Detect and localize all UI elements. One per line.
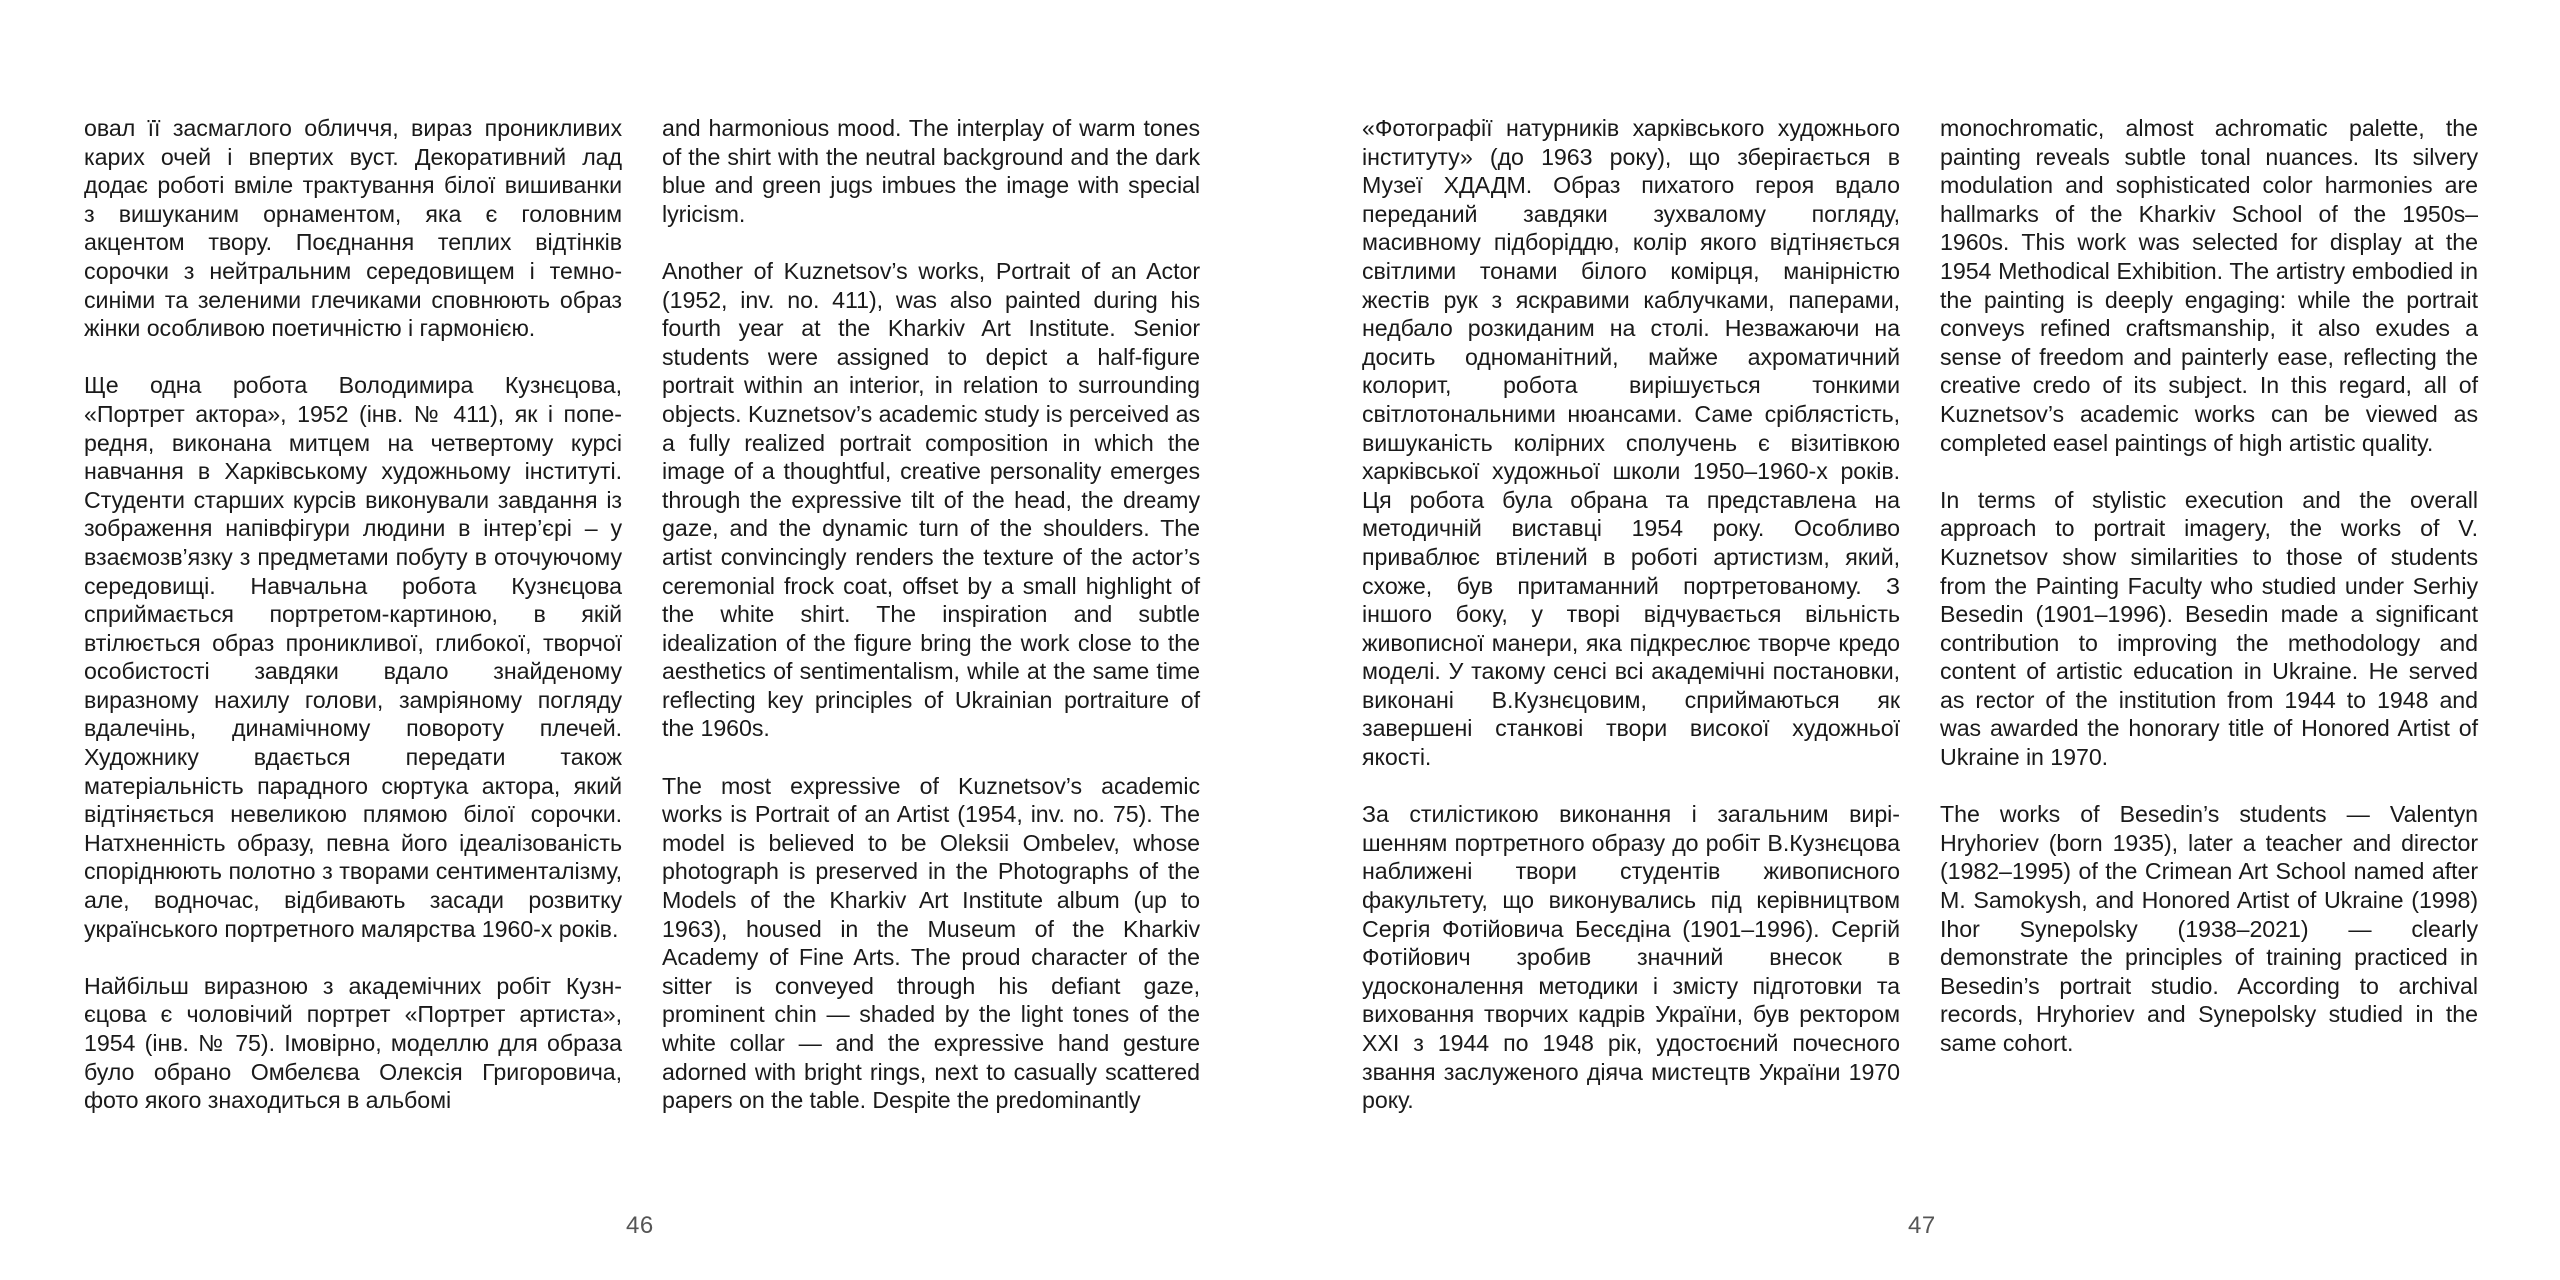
paragraph: Найбільш виразною з академічних робіт Кузнєцова є чоловічий портрет «Портрет артиста», 1954 (інв. № 75). Імовірно, моделлю для образа було обрано Омбелєва Олексія Григоровича, фото якого знаходиться в альбомі xyxy=(84,972,622,1114)
paragraph: овал її засмаглого обличчя, вираз проникливих карих очей і впертих вуст. Декоративний лад додає роботі вміле трактування білої вишиванки з вишуканим орнаментом, яка є головним акцентом твору. Поєднання теплих відтінків сорочки з нейтральним середовищем і темно-синіми та зеленими глечиками сповнюють образ жінки особливою поетичністю і гармонією. xyxy=(84,115,622,342)
paragraph: За стилістикою виконання і загальним вирішенням портретного образу до робіт В.Кузнєцова наближені твори студентів живописного факультету, що виконувались під керівництвом Сергія Фотійовича Бесєдіна (1901–1996). Сергій Фотійович зробив значний внесок в удосконалення методики і змісту підготовки та виховання творчих кадрів України, був ректором ХХІ з 1944 по 1948 рік, удостоєний почесного звання заслуженого діяча мистецтв України 1970 року. xyxy=(1362,801,1900,1114)
paragraph: Another of Kuznetsov’s works, Portrait of an Actor (1952, inv. no. 411), was also painted during his fourth year at the Kharkiv Art Institute. Senior students were assigned to depict a half-figure portrait within an interior, in relation to surrounding objects. Kuznetsov’s academic study is perceived as a fully realized portrait composition in which the image of a thoughtful, creative personality emerges through the expressive tilt of the head, the dreamy gaze, and the dynamic turn of the shoulders. The artist convincingly renders the texture of the actor’s ceremonial frock coat, offset by a small highlight of the white shirt. The inspiration and subtle idealization of the figure bring the work close to the aesthetics of sentimentalism, while at the same time reflecting key principles of Ukrainian portraiture of the 1960s. xyxy=(662,257,1200,742)
ukrainian-text-column xyxy=(84,114,622,1115)
english-text-column xyxy=(1940,114,2478,1058)
english-text-column xyxy=(662,114,1200,1115)
page-number: 47 xyxy=(1908,1212,1936,1239)
paragraph: In terms of stylistic execution and the overall approach to portrait imagery, the works of V. Kuznetsov show similarities to those of students from the Painting Faculty who studied under Serhiy Besedin (1901–1996). Besedin made a significant contribution to improving the methodology and content of artistic education in Ukraine. He served as rector of the institution from 1944 to 1948 and was awarded the honorary title of Honored Artist of Ukraine in 1970. xyxy=(1940,486,2478,771)
paragraph: «Фотографії натурників харківського художнього інституту» (до 1963 року), що зберігається в Музеї ХДАДМ. Образ пихатого героя вдало переданий завдяки зухвалому погляду, масивному підборіддю, колір якого відтіняється світлими тонами білого комірця, манірністю жестів рук з яскравими каблучками, паперами, недбало розкиданим на столі. Незважаючи на досить одноманітний, майже ахроматичний колорит, робота вирішується тонкими світлотональними нюансами. Саме сріблястість, вишуканість колірних сполучень є візитівкою харківської художньої школи 1950–1960-х років. Ця робота була обрана та представлена на методичній виставці 1954 року. Особливо приваблює втілений в роботі артистизм, який, схоже, був притаманний портретованому. З іншого боку, у творі відчувається вільність живописної манери, яка підкреслює творче кредо моделі. У такому сенсі всі академічні постановки, виконані В.Кузнєцовим, сприймаються як завершені станкові твори високої художньої якості. xyxy=(1362,115,1900,771)
paragraph: The most expressive of Kuznetsov’s academic works is Portrait of an Artist (1954, inv. no. 75). The model is believed to be Oleksii Ombelev, whose photograph is preserved in the Photographs of the Models of the Kharkiv Art Institute album (up to 1963), housed in the Museum of the Kharkiv Academy of Fine Arts. The proud character of the sitter is conveyed through his defiant gaze, prominent chin — shaded by the light tones of the white collar — and the expressive hand gesture adorned with bright rings, next to casually scattered papers on the table. Despite the predominantly xyxy=(662,772,1200,1114)
paragraph: monochromatic, almost achromatic palette, the painting reveals subtle tonal nuances. Its silvery modulation and sophisticated color harmonies are hallmarks of the Kharkiv School of the 1950s–1960s. This work was selected for display at the 1954 Methodical Exhibition. The artistry embodied in the painting is deeply engaging: while the portrait conveys refined craftsmanship, it also exudes a sense of freedom and painterly ease, reflecting the creative credo of its subject. In this regard, all of Kuznetsov’s academic works can be viewed as completed easel paintings of high artistic quality. xyxy=(1940,115,2478,456)
paragraph: and harmonious mood. The interplay of warm tones of the shirt with the neutral background and the dark blue and green jugs imbues the image with special lyricism. xyxy=(662,115,1200,227)
page-number: 46 xyxy=(626,1212,654,1239)
right-page xyxy=(1280,0,2560,1280)
ukrainian-text-column xyxy=(1362,114,1900,1115)
paragraph: The works of Besedin’s students — Valentyn Hryhoriev (born 1935), later a teacher and director (1982–1995) of the Crimean Art School named after M. Samokysh, and Honored Artist of Ukraine (1998) Ihor Synepolsky (1938–2021) — clearly demonstrate the principles of training practiced in Besedin’s portrait studio. According to archival records, Hryhoriev and Synepolsky studied in the same cohort. xyxy=(1940,801,2478,1056)
paragraph: Ще одна робота Володимира Кузнєцова, «Портрет актора», 1952 (інв. № 411), як і попередня, виконана митцем на четвертому курсі навчання в Харківському художньому інституті. Студенти старших курсів виконували завдання із зображення напівфігури людини в інтер’єрі – у взаємозв’язку з предметами побуту в оточуючому середовищі. Навчальна робота Кузнєцова сприймається портретом-картиною, в якій втілюється образ проникливої, глибокої, творчої особистості завдяки вдало знайденому виразному нахилу голови, замріяному погляду вдалечінь, динамічному повороту плечей. Художнику вдається передати також матеріальність парадного сюртука актора, який відтіняється невеликою плямою білої сорочки. Натхненність образу, певна його ідеалізованість споріднюють полотно з творами сентименталізму, але, водночас, відбивають засади розвитку українського портретного малярства 1960-х років. xyxy=(84,372,622,942)
